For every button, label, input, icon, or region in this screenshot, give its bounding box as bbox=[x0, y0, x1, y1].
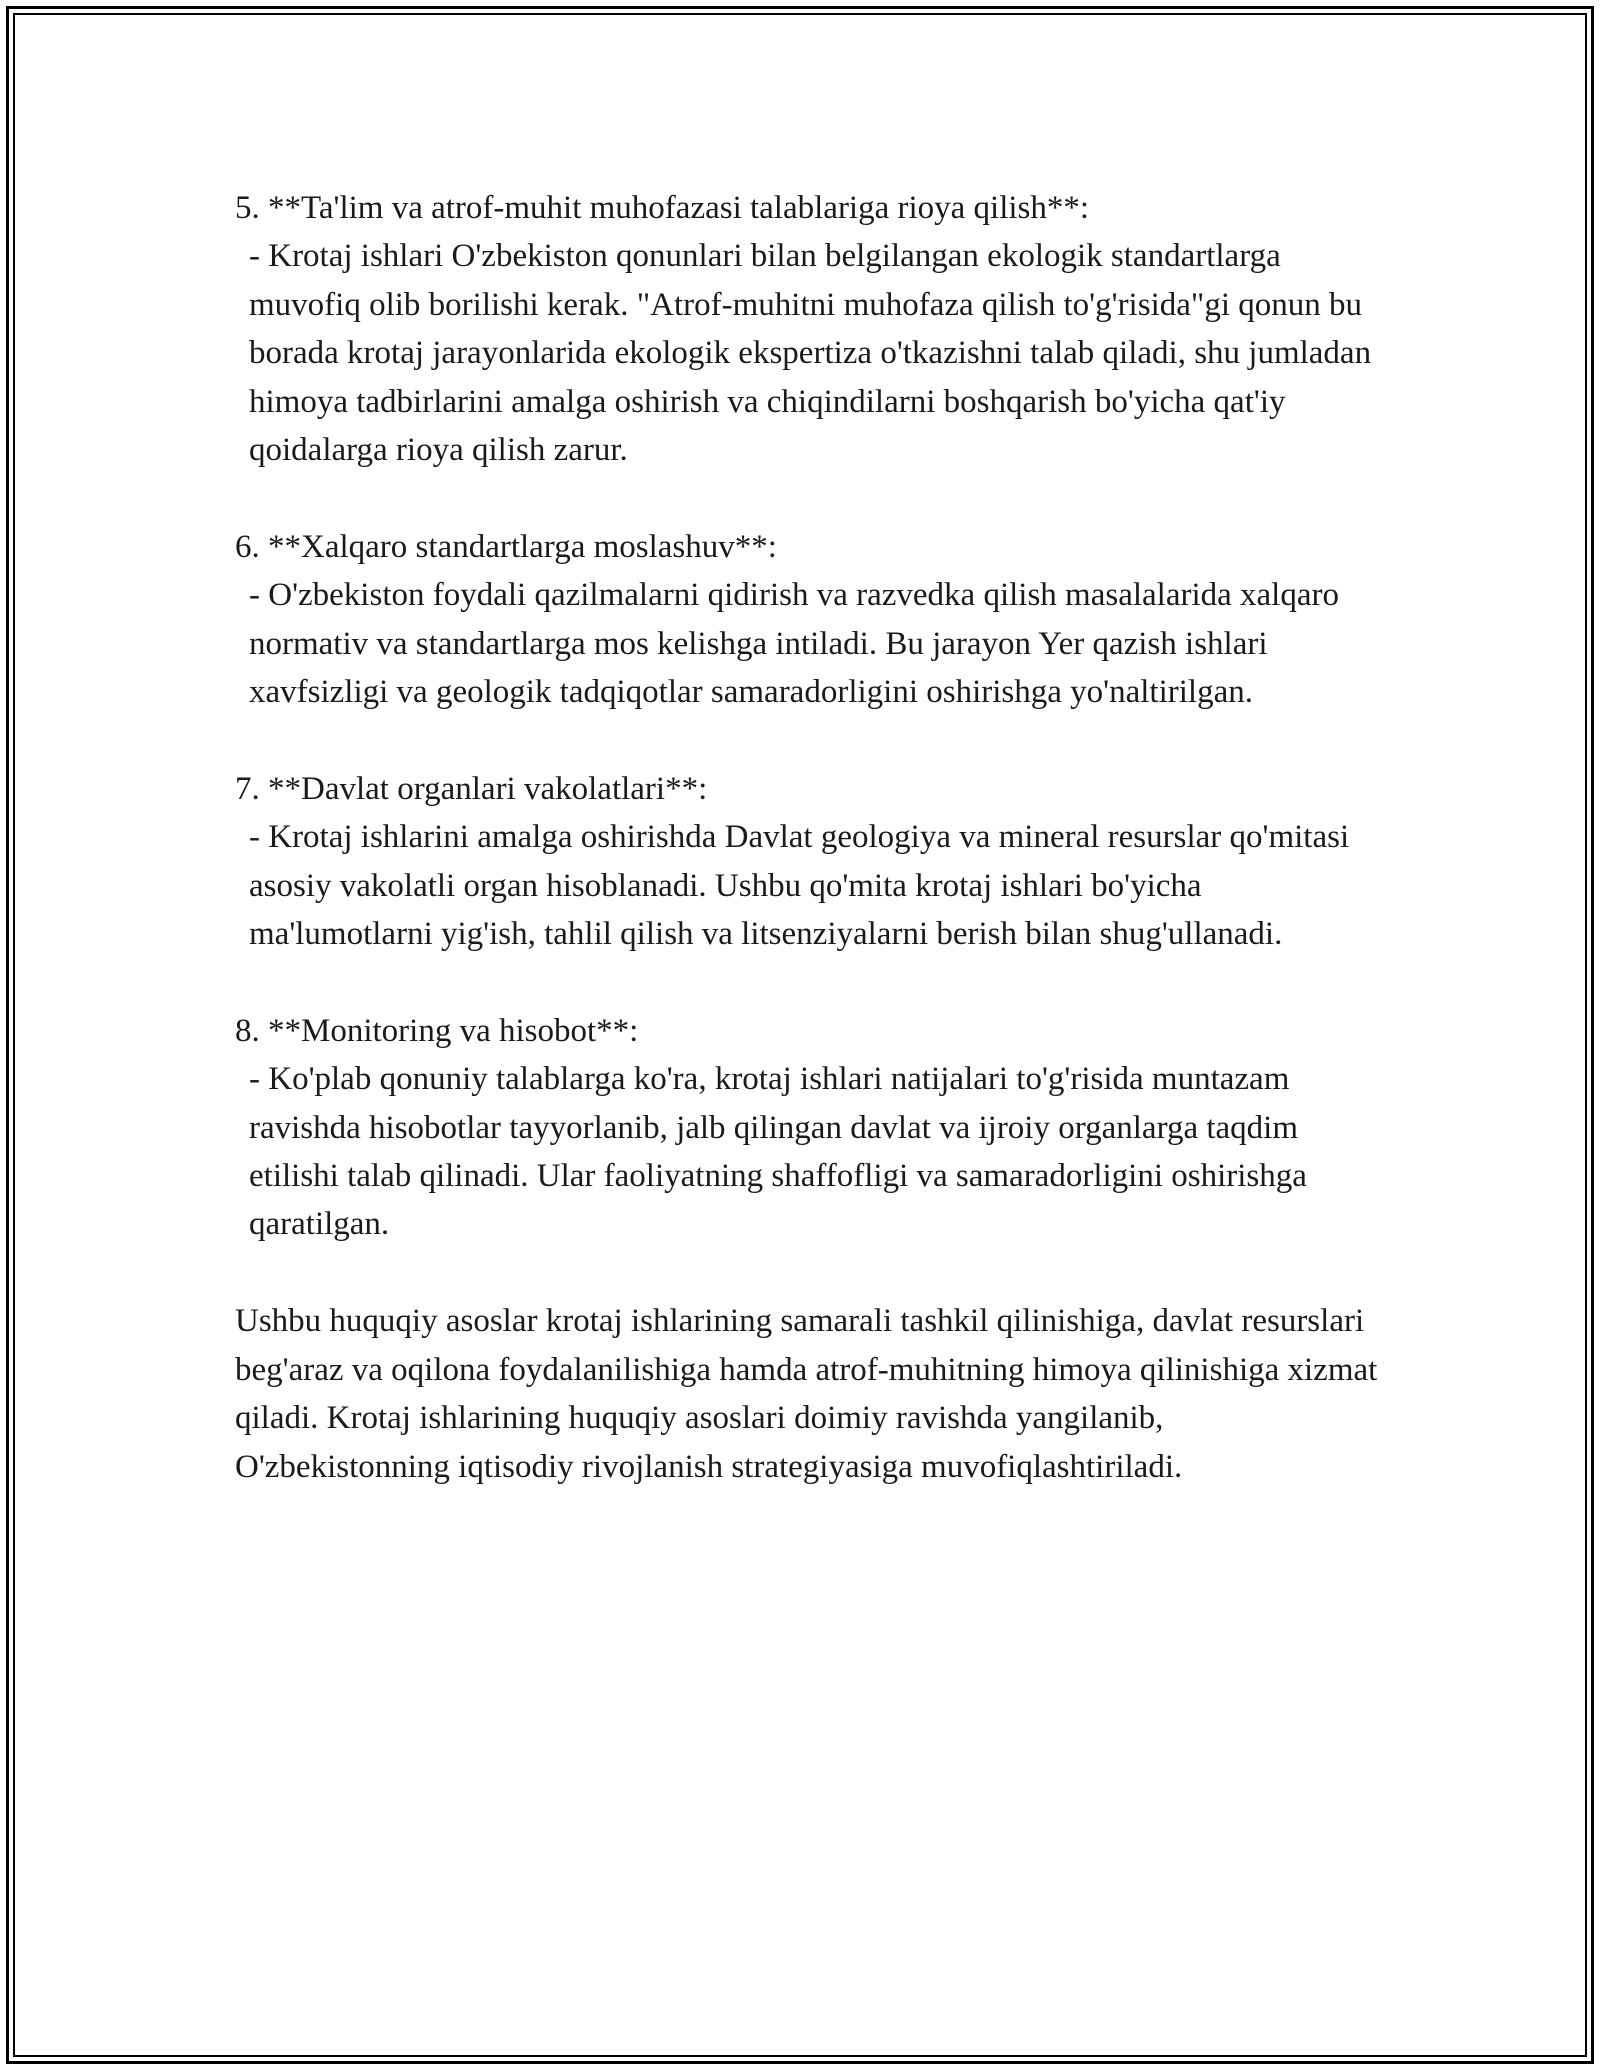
section-text: - Ko'plab qonuniy talablarga ko'ra, krotaj ishlari natijalari to'g'risida muntazam ravishda hisobotlar tayyorlanib, jalb qilingan davlat va ijroiy organlarga taqdim etilishi talab qilinadi. Ular faoliyatning shaffofligi va samaradorligini oshirishga qaratilgan. bbox=[249, 1061, 1307, 1243]
document-body bbox=[235, 184, 1385, 1539]
section-7 bbox=[235, 765, 1385, 959]
section-heading: 8. **Monitoring va hisobot**: bbox=[235, 1012, 639, 1049]
section-6 bbox=[235, 523, 1385, 717]
section-heading: 7. **Davlat organlari vakolatlari**: bbox=[235, 770, 708, 807]
section-text: - Krotaj ishlari O'zbekiston qonunlari bilan belgilangan ekologik standartlarga muvofiq olib borilishi kerak. "Atrof-muhitni muhofaza qilish to'g'risida"gi qonun bu borada krotaj jarayonlarida ekologik ekspertiza o'tkazishni talab qiladi, shu jumladan himoya tadbirlarini amalga oshirish va chiqindilarni boshqarish bo'yicha qat'iy qoidalarga rioya qilish zarur. bbox=[249, 238, 1372, 469]
section-heading: 5. **Ta'lim va atrof-muhit muhofazasi talablariga rioya qilish**: bbox=[235, 190, 1090, 226]
section-text: - Krotaj ishlarini amalga oshirishda Davlat geologiya va mineral resurslar qo'mitasi asosiy vakolatli organ hisoblanadi. Ushbu qo'mita krotaj ishlari bo'yicha ma'lumotlarni yig'ish, tahlil qilish va litsenziyalarni berish bilan shug'ullanadi. bbox=[249, 819, 1350, 953]
section-text: - O'zbekiston foydali qazilmalarni qidirish va razvedka qilish masalalarida xalqaro normativ va standartlarga mos kelishga intiladi. Bu jarayon Yer qazish ishlari xavfsizligi va geologik tadqiqotlar samaradorligini oshirishga yo'naltirilgan. bbox=[249, 577, 1339, 711]
conclusion-paragraph bbox=[235, 1297, 1385, 1491]
section-5 bbox=[235, 184, 1385, 474]
section-heading: 6. **Xalqaro standartlarga moslashuv**: bbox=[235, 528, 777, 565]
conclusion-text: Ushbu huquqiy asoslar krotaj ishlarining samarali tashkil qilinishiga, davlat resurslari beg'araz va oqilona foydalanilishiga hamda atrof-muhitning himoya qilinishiga xizmat qiladi. Krotaj ishlarining huquqiy asoslari doimiy ravishda yangilanib, O'zbekistonning iqtisodiy rivojlanish strategiyasiga muvofiqlashtiriladi. bbox=[235, 1303, 1378, 1485]
section-8 bbox=[235, 1007, 1385, 1249]
